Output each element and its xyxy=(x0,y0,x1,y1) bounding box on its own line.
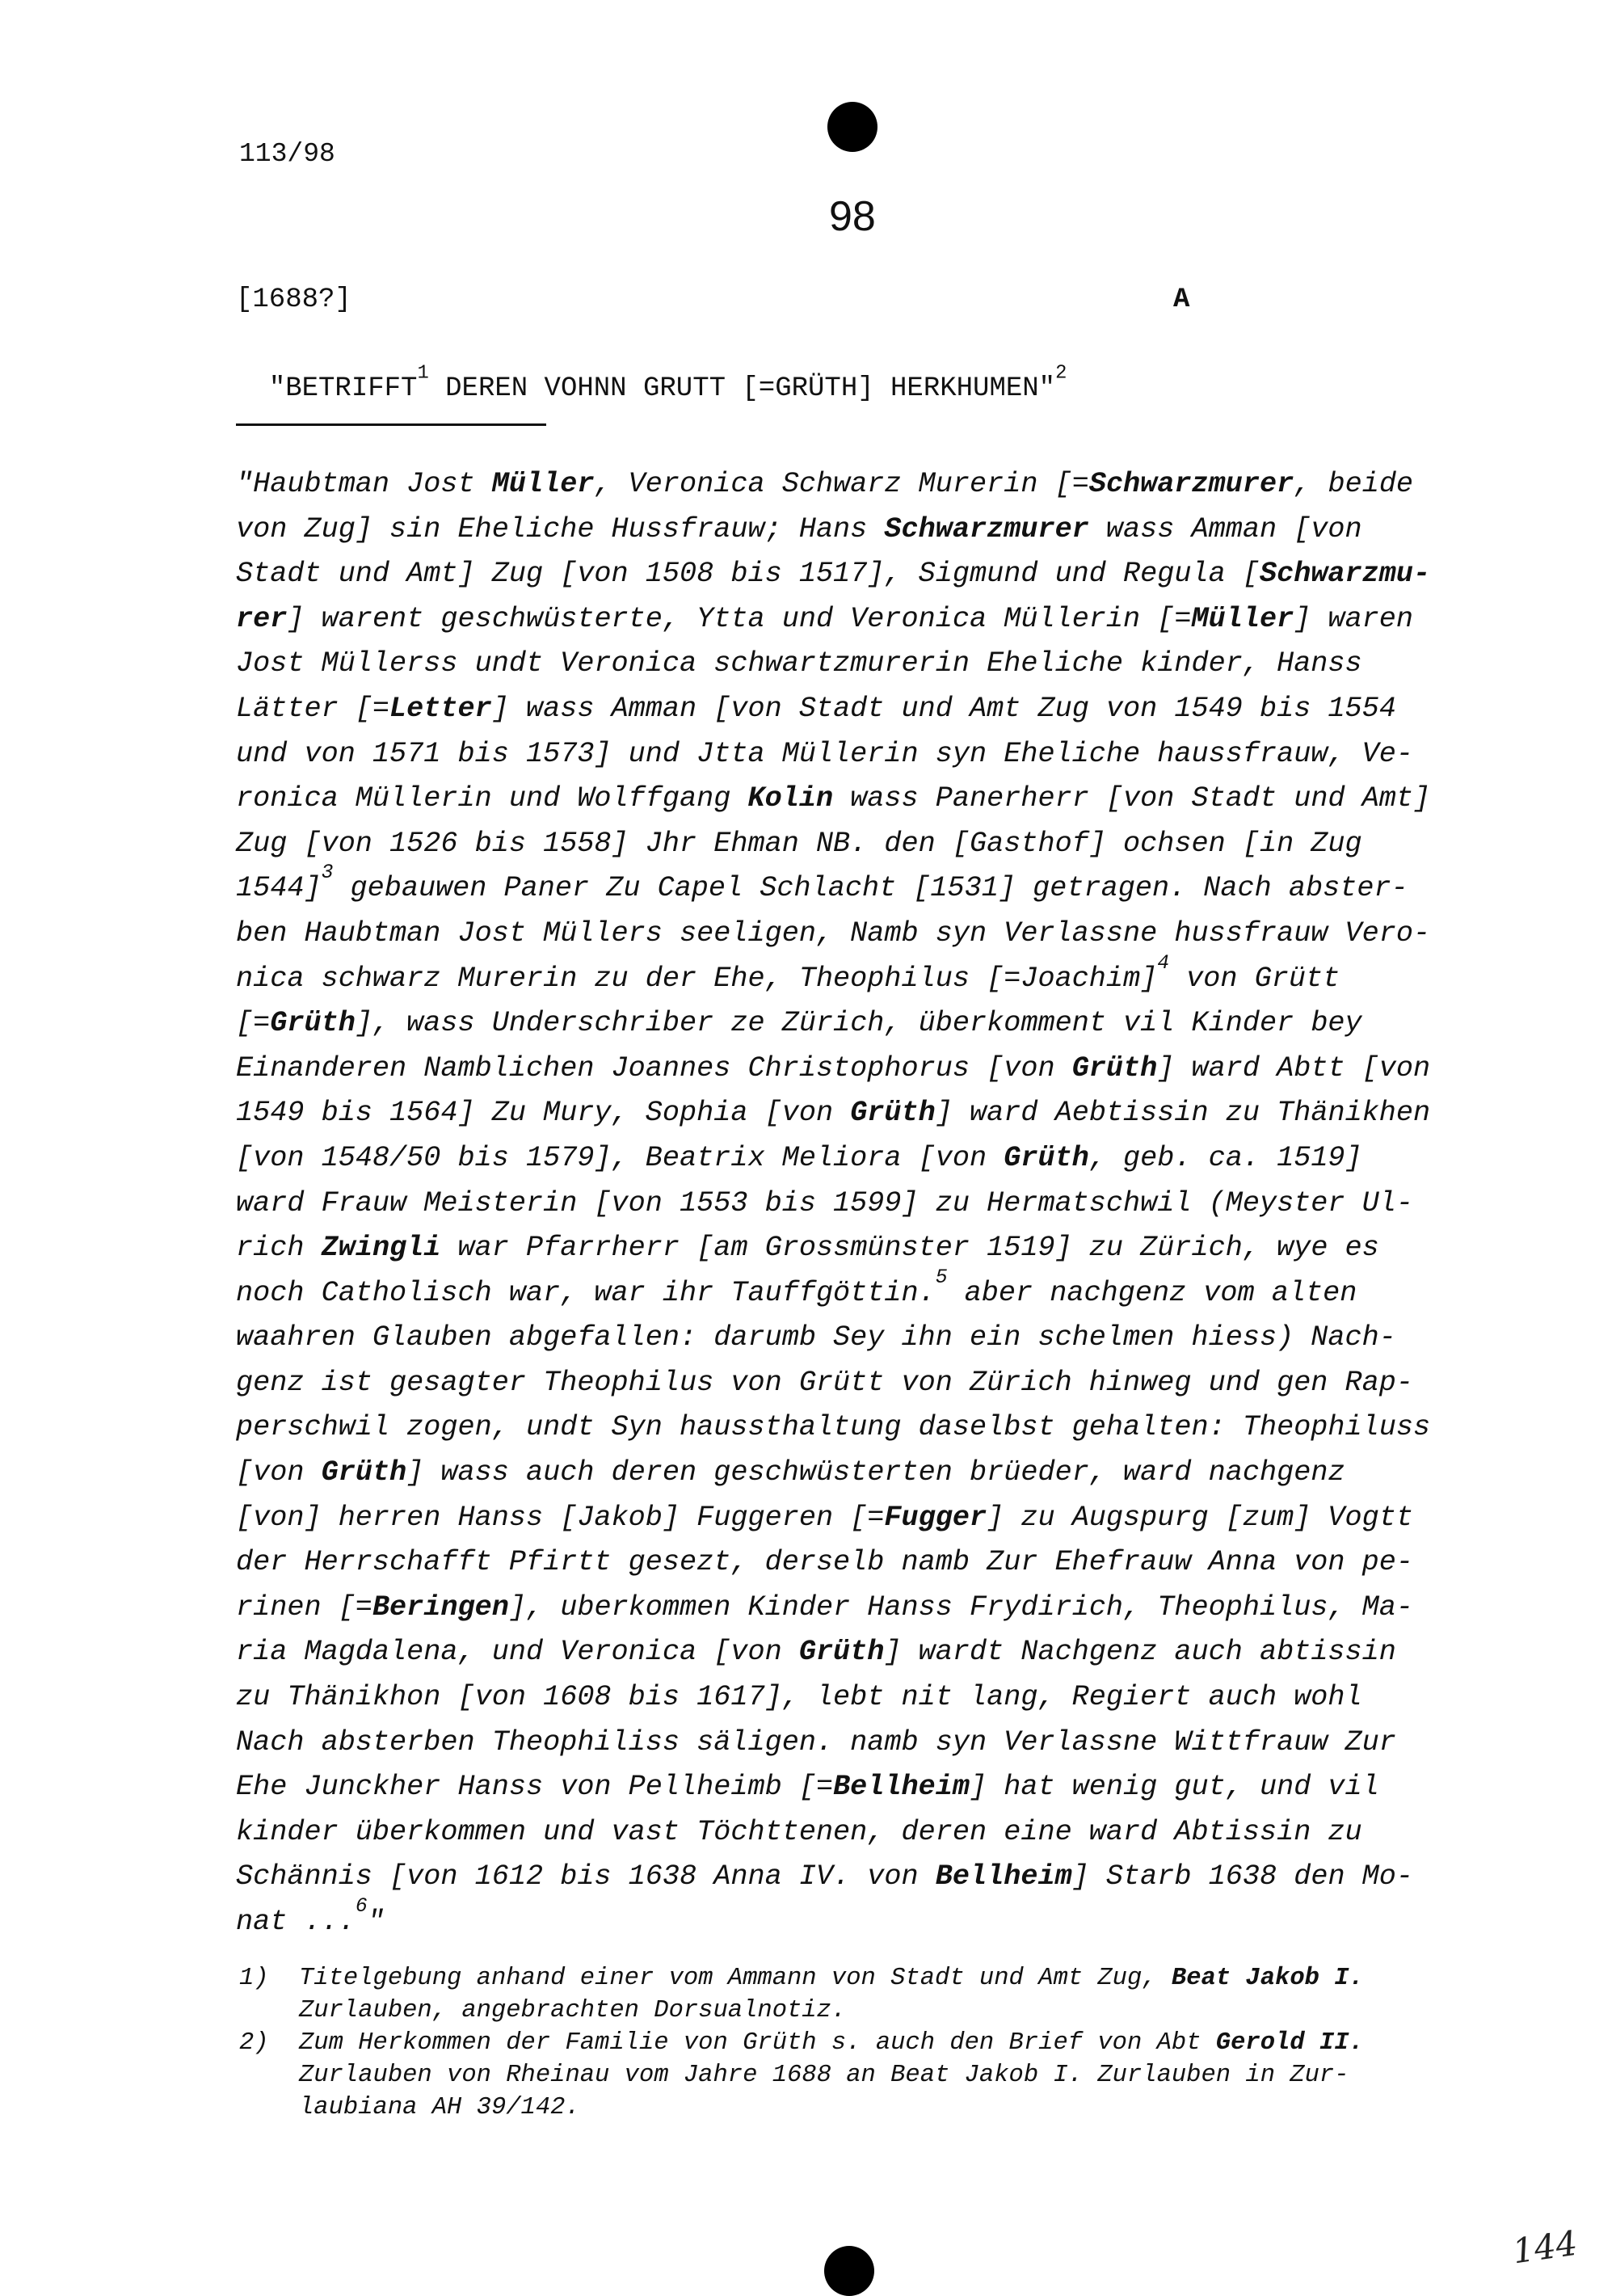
text-run: ] wardt Nachgenz auch abtissin xyxy=(884,1636,1396,1669)
bold-name: Grüth xyxy=(270,1007,356,1040)
text-run: der Herrschafft Pfirtt gesezt, derselb namb Zur Ehefrauw Anna von pe- xyxy=(236,1546,1413,1579)
body-line xyxy=(236,552,1464,597)
text-run: ben Haubtman Jost Müllers seeligen, Namb syn Verlassne hussfrauw Vero- xyxy=(236,916,1431,950)
body-line xyxy=(236,1405,1464,1451)
footnote-line xyxy=(299,2027,1483,2059)
text-run: zu Thänikhon [von 1608 bis 1617], lebt nit lang, Regiert auch wohl xyxy=(236,1681,1362,1714)
text-run: rinen [= xyxy=(236,1590,372,1624)
body-line xyxy=(236,1266,1464,1317)
text-run: ] waren xyxy=(1294,602,1414,635)
body-line xyxy=(236,732,1464,777)
body-line xyxy=(236,597,1464,642)
text-run: von Zug] sin Eheliche Hussfrauw; Hans xyxy=(236,512,885,546)
footnote-line xyxy=(299,2059,1483,2092)
footnote-line xyxy=(299,1995,1483,2027)
body-line xyxy=(236,912,1464,957)
title-footnote-ref-1: 1 xyxy=(417,362,429,385)
body-line xyxy=(236,1316,1464,1361)
reference-number: 113/98 xyxy=(239,139,335,169)
text-run: " xyxy=(367,1906,385,1938)
text-run: ] ward Abtt [von xyxy=(1157,1051,1431,1085)
page-number: 98 xyxy=(829,193,876,240)
bold-name: Bellheim xyxy=(935,1860,1072,1894)
footnote-line xyxy=(299,1962,1483,1995)
bold-name: Zwingli xyxy=(321,1232,441,1265)
text-run: "Haubtman Jost xyxy=(236,468,492,500)
text-run: genz ist gesagter Theophilus von Grütt von Zürich hinweg und gen Rap- xyxy=(236,1366,1413,1399)
text-run: 1549 bis 1564] Zu Mury, Sophia [von xyxy=(236,1097,851,1130)
body-line xyxy=(236,642,1464,687)
body-line xyxy=(236,1675,1464,1721)
bold-name: Kolin xyxy=(747,782,834,815)
text-run: kinder überkommen und vast Töchttenen, deren eine ward Abtissin zu xyxy=(236,1815,1362,1848)
text-run: ria Magdalena, und Veronica [von xyxy=(236,1636,799,1669)
text-run: noch Catholisch war, war ihr Tauffgöttin. xyxy=(236,1276,936,1309)
title-rule xyxy=(236,423,546,426)
text-run: waahren Glauben abgefallen: darumb Sey ihn ein schelmen hiess) Nach- xyxy=(236,1321,1396,1354)
bold-name: Schwarzmu- xyxy=(1259,558,1431,591)
transcription-body xyxy=(236,462,1464,1945)
bold-name: Schwarzmurer xyxy=(884,512,1089,546)
bold-name: Grüth xyxy=(1004,1141,1089,1174)
text-run: ] zu Augspurg [zum] Vogtt xyxy=(987,1501,1414,1534)
text-run: [= xyxy=(236,1007,271,1040)
body-line xyxy=(236,1136,1464,1182)
text-run: ] ward Aebtissin zu Thänikhen xyxy=(935,1097,1431,1130)
text-run: und von 1571 bis 1573] und Jtta Müllerin syn Eheliche haussfrauw, Ve- xyxy=(236,737,1413,770)
text-run: Stadt und Amt] Zug [von 1508 bis 1517], Sigmund und Regula [ xyxy=(236,558,1260,591)
body-line xyxy=(236,687,1464,732)
text-run: , geb. ca. 1519] xyxy=(1088,1141,1362,1174)
text-run: Lätter [= xyxy=(236,692,390,725)
footnote-ref: 4 xyxy=(1157,951,1170,975)
text-run: Zurlauben von Rheinau vom Jahre 1688 an Beat Jakob I. Zurlauben in Zur- xyxy=(299,2062,1349,2089)
text-run: ] wass Amman [von Stadt und Amt Zug von 1549 bis 1554 xyxy=(491,692,1396,725)
text-run: [von 1548/50 bis 1579], Beatrix Meliora [von xyxy=(236,1141,1004,1174)
text-run: Ehe Junckher Hanss von Pellheimb [= xyxy=(236,1771,834,1804)
title-part-a: "BETRIFFT xyxy=(268,373,418,404)
text-run: aber nachgenz vom alten xyxy=(947,1276,1357,1309)
body-line xyxy=(236,508,1464,553)
footnote xyxy=(239,1962,1483,2027)
body-line xyxy=(236,1630,1464,1675)
text-run: Zum Herkommen der Familie von Grüth s. auch den Brief von Abt xyxy=(299,2029,1216,2057)
footnotes xyxy=(239,1962,1483,2124)
text-run: Schännis [von 1612 bis 1638 Anna IV. von xyxy=(236,1860,936,1894)
footnote-line xyxy=(299,2092,1483,2124)
bold-name: Fugger xyxy=(884,1501,987,1534)
body-line xyxy=(236,1721,1464,1766)
body-line xyxy=(236,1182,1464,1227)
body-line xyxy=(236,1091,1464,1136)
text-run: ], uberkommen Kinder Hanss Frydirich, Theophilus, Ma- xyxy=(508,1590,1414,1624)
body-line xyxy=(236,1226,1464,1271)
footnote-ref: 6 xyxy=(355,1894,368,1918)
text-run: perschwil zogen, undt Syn haussthaltung daselbst gehalten: Theophiluss xyxy=(236,1411,1431,1444)
body-line xyxy=(236,1810,1464,1856)
bold-name: Grüth xyxy=(850,1097,936,1130)
bold-name: Beringen xyxy=(372,1590,509,1624)
document-date: [1688?] xyxy=(236,284,351,315)
text-run: [von xyxy=(236,1456,322,1489)
body-line xyxy=(236,1765,1464,1810)
body-line xyxy=(236,822,1464,867)
text-run: wass Panerherr [von Stadt und Amt] xyxy=(833,782,1431,815)
body-line xyxy=(236,951,1464,1002)
text-run: war Pfarrherr [am Grossmünster 1519] zu Zürich, wye es xyxy=(440,1232,1379,1265)
document-letter: A xyxy=(1173,284,1190,315)
text-run: Titelgebung anhand einer vom Ammann von Stadt und Amt Zug, xyxy=(299,1965,1172,1992)
body-line xyxy=(236,777,1464,822)
punch-hole-top xyxy=(827,102,877,152)
text-run: ronica Müllerin und Wolffgang xyxy=(236,782,748,815)
footnote-ref: 3 xyxy=(321,862,334,885)
body-line xyxy=(236,1894,1464,1945)
text-run: ] Starb 1638 den Mo- xyxy=(1071,1860,1414,1894)
text-run: ] wass auch deren geschwüsterten brüeder, ward nachgenz xyxy=(406,1456,1345,1489)
text-run: ] warent geschwüsterte, Ytta und Veronica Müllerin [= xyxy=(287,602,1192,635)
punch-hole-bottom xyxy=(824,2246,874,2296)
bold-name: Gerold II. xyxy=(1215,2029,1364,2057)
bold-name: Müller xyxy=(1191,602,1294,635)
body-line xyxy=(236,862,1464,912)
footnote-number: 1) xyxy=(239,1965,269,1992)
body-line xyxy=(236,1496,1464,1541)
body-line xyxy=(236,1540,1464,1586)
bold-name: Grüth xyxy=(321,1456,407,1489)
title-footnote-ref-2: 2 xyxy=(1055,362,1067,385)
text-run: gebauwen Paner Zu Capel Schlacht [1531] getragen. Nach abster- xyxy=(333,872,1408,905)
bold-name: Schwarzmurer xyxy=(1088,468,1294,500)
text-run: nat ... xyxy=(236,1906,356,1938)
text-run: laubiana AH 39/142. xyxy=(299,2094,580,2121)
document-title xyxy=(236,343,1067,404)
text-run: Zug [von 1526 bis 1558] Jhr Ehman NB. den [Gasthof] ochsen [in Zug xyxy=(236,827,1362,860)
body-line xyxy=(236,1855,1464,1900)
text-run: 1544] xyxy=(236,872,322,905)
text-run: Zurlauben, angebrachten Dorsualnotiz. xyxy=(299,1997,847,2024)
bold-name: Beat Jakob I. xyxy=(1171,1965,1364,1992)
text-run: ] hat wenig gut, und vil xyxy=(970,1771,1379,1804)
body-line xyxy=(236,462,1464,508)
bold-name: rer xyxy=(236,602,288,635)
text-run: [von] herren Hanss [Jakob] Fuggeren [= xyxy=(236,1501,885,1534)
bold-name: Letter xyxy=(389,692,492,725)
text-run: , beide xyxy=(1294,468,1414,500)
text-run: wass Amman [von xyxy=(1088,512,1362,546)
body-line xyxy=(236,1586,1464,1631)
text-run: Nach absterben Theophiliss säligen. namb syn Verlassne Wittfrauw Zur xyxy=(236,1725,1396,1759)
footnote xyxy=(239,2027,1483,2124)
title-part-b: DEREN VOHNN GRUTT [=GRÜTH] HERKHUMEN" xyxy=(428,373,1056,404)
text-run: Einanderen Namblichen Joannes Christophorus [von xyxy=(236,1051,1072,1085)
bold-name: Grüth xyxy=(798,1636,885,1669)
bold-name: Müller xyxy=(491,468,595,500)
text-run: rich xyxy=(236,1232,322,1265)
text-run: ], wass Underschriber ze Zürich, überkomment vil Kinder bey xyxy=(355,1007,1362,1040)
text-run: Jost Müllerss undt Veronica schwartzmurerin Eheliche kinder, Hanss xyxy=(236,647,1362,680)
body-line xyxy=(236,1451,1464,1496)
footnote-ref: 5 xyxy=(935,1266,948,1289)
handwritten-folio-text: 144 xyxy=(1509,2222,1580,2272)
text-run: von Grütt xyxy=(1169,962,1340,995)
bold-name: Bellheim xyxy=(833,1771,970,1804)
body-line xyxy=(236,1047,1464,1092)
body-line xyxy=(236,1001,1464,1047)
footnote-number: 2) xyxy=(239,2029,269,2057)
text-run: ward Frauw Meisterin [von 1553 bis 1599] zu Hermatschwil (Meyster Ul- xyxy=(236,1186,1413,1220)
handwritten-folio-number xyxy=(1510,2223,1580,2272)
text-run: , Veronica Schwarz Murerin [= xyxy=(594,468,1089,500)
text-run: nica schwarz Murerin zu der Ehe, Theophilus [=Joachim] xyxy=(236,962,1158,995)
bold-name: Grüth xyxy=(1071,1051,1158,1085)
body-line xyxy=(236,1361,1464,1406)
